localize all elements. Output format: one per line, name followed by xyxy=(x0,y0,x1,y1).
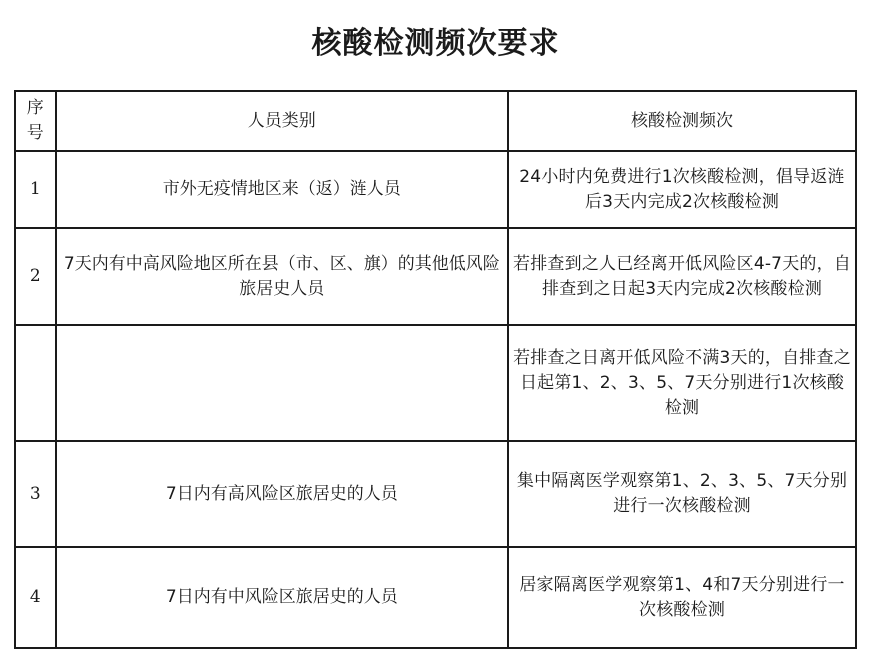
header-no: 序号 xyxy=(15,91,56,151)
header-category: 人员类别 xyxy=(56,91,508,151)
requirements-table xyxy=(14,90,857,649)
row-no: 1 xyxy=(15,151,56,228)
row-no xyxy=(15,325,56,441)
row-frequency: 集中隔离医学观察第1、2、3、5、7天分别进行一次核酸检测 xyxy=(508,441,856,547)
header-frequency: 核酸检测频次 xyxy=(508,91,856,151)
table-row xyxy=(15,228,856,325)
row-category xyxy=(56,325,508,441)
table-row xyxy=(15,547,856,648)
row-category: 7日内有高风险区旅居史的人员 xyxy=(56,441,508,547)
row-category: 市外无疫情地区来（返）涟人员 xyxy=(56,151,508,228)
row-no: 3 xyxy=(15,441,56,547)
table-row xyxy=(15,325,856,441)
row-frequency: 若排查到之人已经离开低风险区4-7天的，自排查到之日起3天内完成2次核酸检测 xyxy=(508,228,856,325)
row-no: 2 xyxy=(15,228,56,325)
row-frequency: 24小时内免费进行1次核酸检测，倡导返涟后3天内完成2次核酸检测 xyxy=(508,151,856,228)
table-row xyxy=(15,441,856,547)
row-frequency: 居家隔离医学观察第1、4和7天分别进行一次核酸检测 xyxy=(508,547,856,648)
row-category: 7天内有中高风险地区所在县（市、区、旗）的其他低风险旅居史人员 xyxy=(56,228,508,325)
table-row xyxy=(15,151,856,228)
row-category: 7日内有中风险区旅居史的人员 xyxy=(56,547,508,648)
row-no: 4 xyxy=(15,547,56,648)
page-title: 核酸检测频次要求 xyxy=(311,26,560,61)
table-header-row xyxy=(15,91,856,151)
row-frequency: 若排查之日离开低风险不满3天的，自排查之日起第1、2、3、5、7天分别进行1次核酸检测 xyxy=(508,325,856,441)
